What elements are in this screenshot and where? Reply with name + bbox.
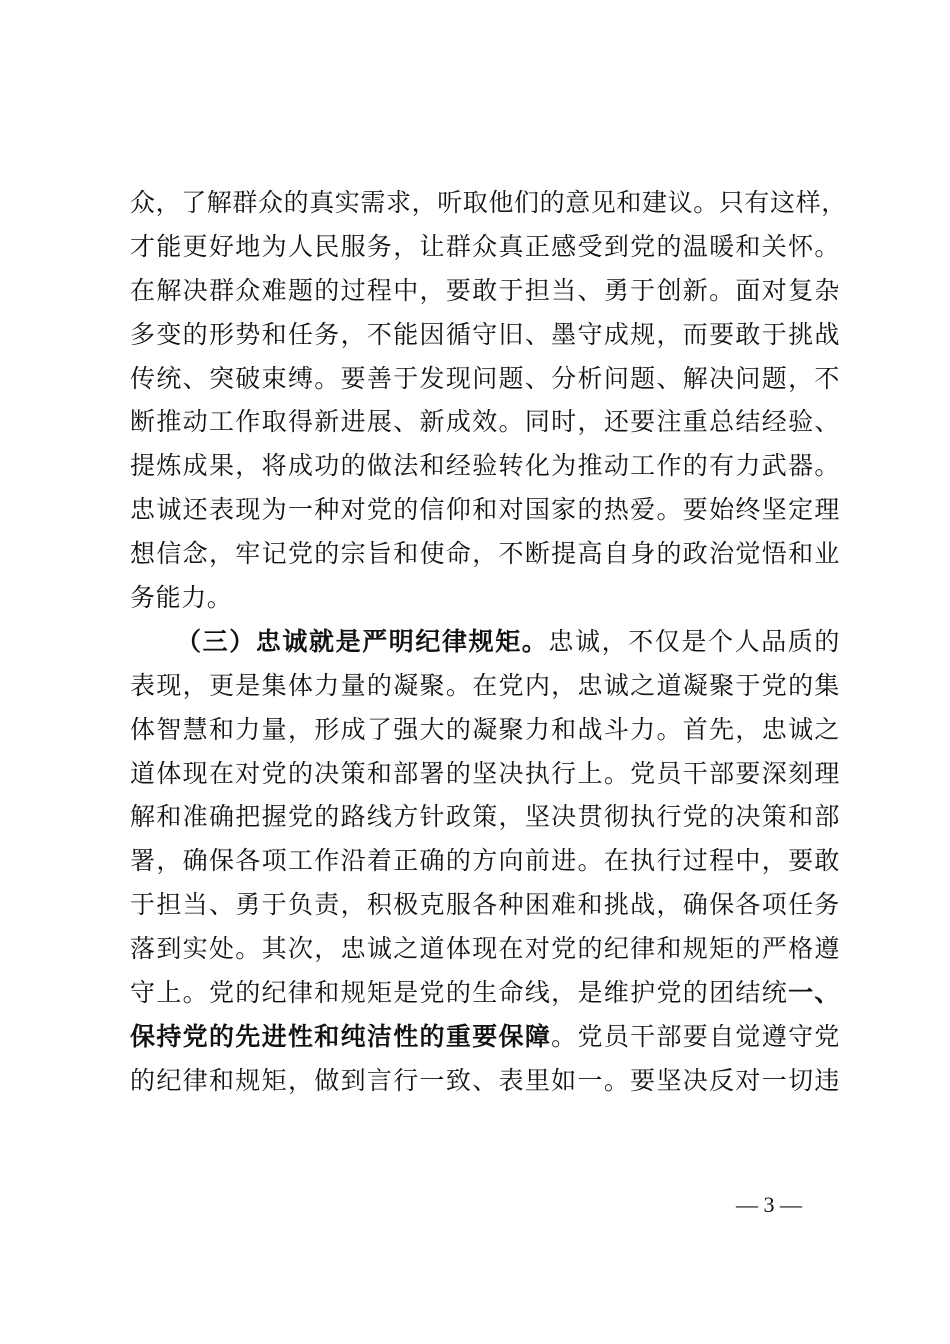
text-line: 表现，更是集体力量的凝聚。在党内，忠诚之道凝聚于党的集	[130, 670, 840, 700]
bold-text: 保持党的先进性和纯洁性的重要保障	[130, 1021, 552, 1051]
text-line: 务能力。	[130, 583, 233, 613]
text-line: 众，了解群众的真实需求，听取他们的意见和建议。只有这样，	[130, 188, 847, 217]
section-heading: （三）忠诚就是严明纪律规矩。	[176, 626, 549, 656]
page-number: — 3 —	[736, 1192, 802, 1217]
text-line-mixed	[130, 971, 840, 1015]
text-line: 于担当、勇于负责，积极克服各种困难和挑战，确保各项任务	[130, 890, 840, 920]
text-line: 体智慧和力量，形成了强大的凝聚力和战斗力。首先，忠诚之	[130, 714, 840, 744]
text-line: 才能更好地为人民服务，让群众真正感受到党的温暖和关怀。	[130, 231, 840, 261]
plain-text: 守上。党的纪律和规矩是党的生命线，是维护党的团结统	[130, 978, 789, 1008]
text-line: 传统、突破束缚。要善于发现问题、分析问题、解决问题，不	[130, 363, 840, 393]
text-line: 想信念，牢记党的宗旨和使命，不断提高自身的政治觉悟和业	[130, 539, 840, 569]
text-line: 解和准确把握党的路线方针政策，坚决贯彻执行党的决策和部	[130, 802, 840, 832]
plain-text: 。党员干部要自觉遵守党	[551, 1021, 840, 1051]
text-line: 署，确保各项工作沿着正确的方向前进。在执行过程中，要敢	[130, 846, 840, 876]
text-line: 道体现在对党的决策和部署的坚决执行上。党员干部要深刻理	[130, 758, 840, 788]
text-line: 的纪律和规矩，做到言行一致、表里如一。要坚决反对一切违	[130, 1065, 840, 1095]
text-line: 忠诚还表现为一种对党的信仰和对国家的热爱。要始终坚定理	[130, 495, 840, 525]
text-line: 多变的形势和任务，不能因循守旧、墨守成规，而要敢于挑战	[130, 319, 840, 349]
text-line: 提炼成果，将成功的做法和经验转化为推动工作的有力武器。	[130, 451, 840, 481]
section-heading-line	[130, 620, 840, 664]
text-line: 在解决群众难题的过程中，要敢于担当、勇于创新。面对复杂	[130, 275, 840, 305]
section-heading-rest: 忠诚，不仅是个人品质的	[548, 626, 841, 656]
text-line: 断推动工作取得新进展、新成效。同时，还要注重总结经验、	[130, 407, 840, 437]
bold-text: 一、	[788, 978, 840, 1008]
document-body	[130, 181, 847, 1103]
text-line: 落到实处。其次，忠诚之道体现在对党的纪律和规矩的严格遵	[130, 934, 840, 964]
text-line-mixed	[130, 1015, 840, 1059]
